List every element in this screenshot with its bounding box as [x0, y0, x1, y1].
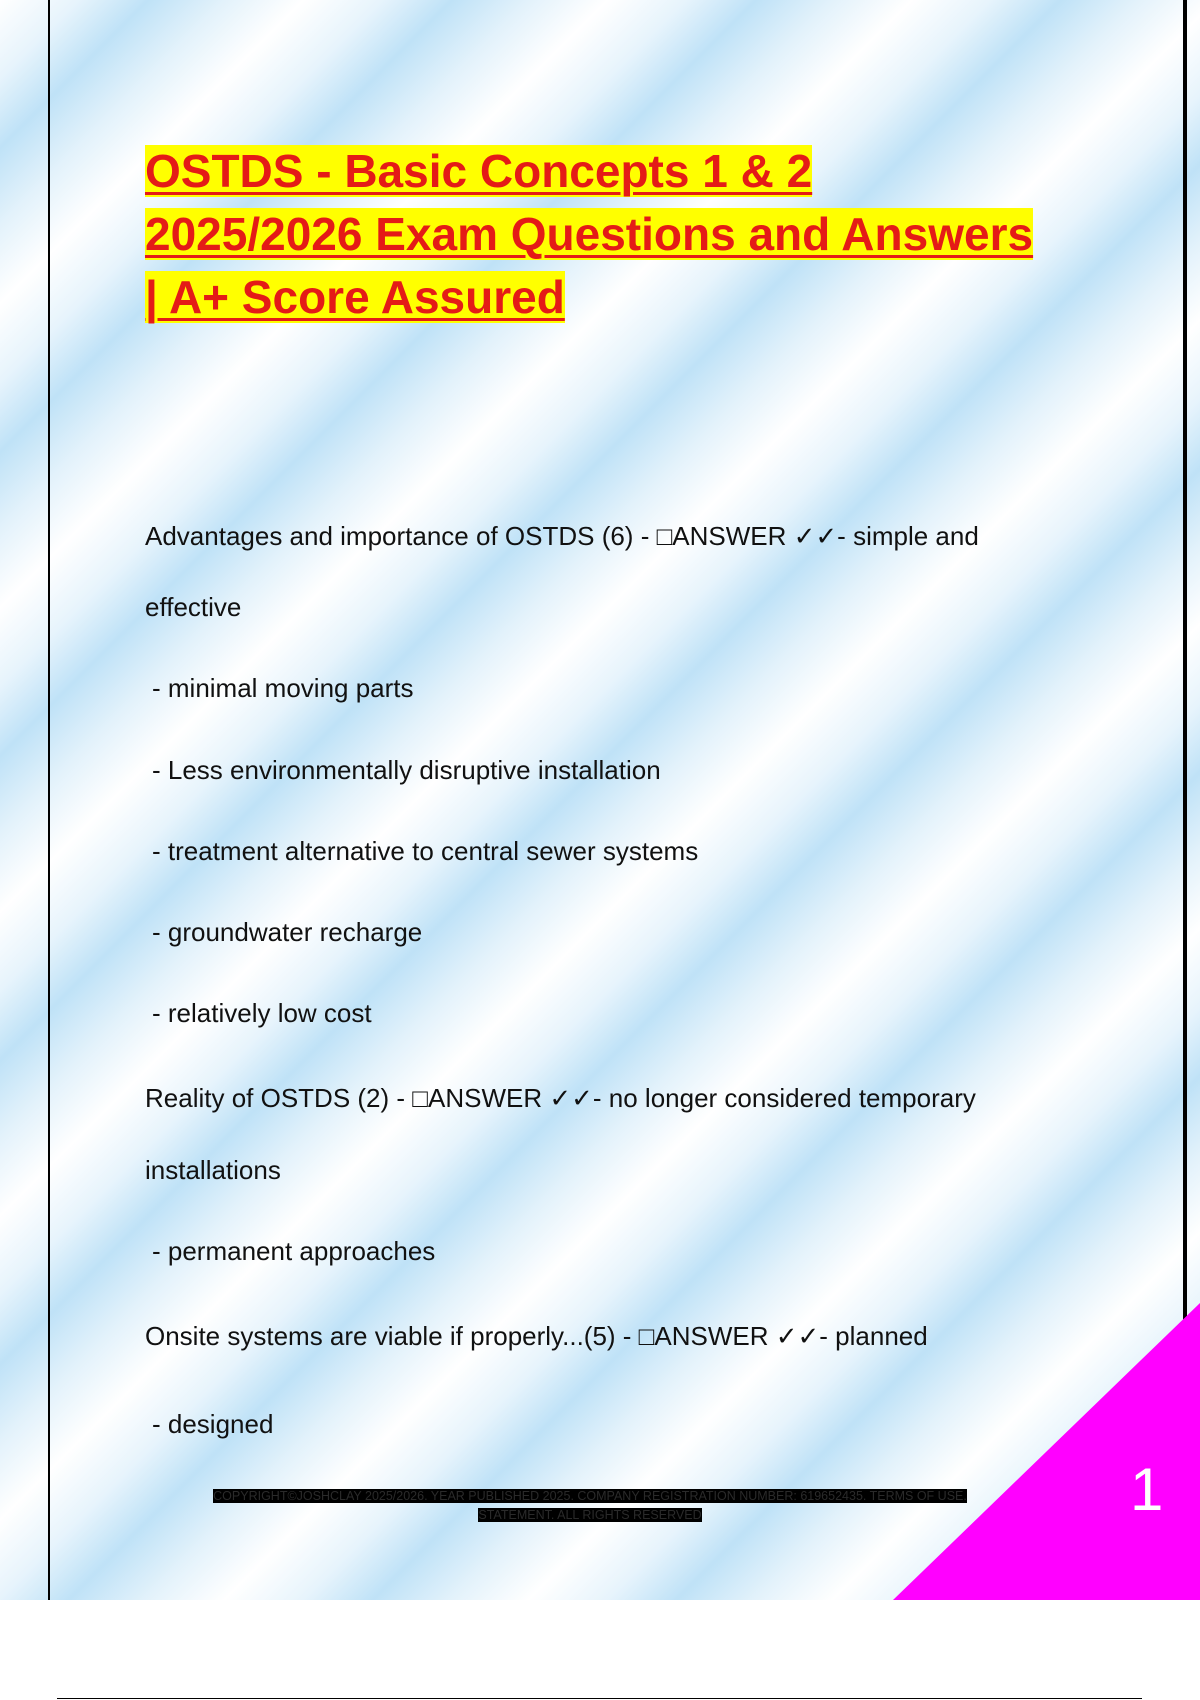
page-corner-triangle: [893, 1303, 1200, 1600]
question-1-text: Advantages and importance of OSTDS (6) - □ANSWER ✓✓- simple and: [145, 521, 979, 551]
copyright-line-2: STATEMENT. ALL RIGHTS RESERVED: [478, 1508, 702, 1522]
copyright-footer: [175, 1487, 1005, 1525]
answer-bullet: - minimal moving parts: [152, 673, 414, 703]
document-title: [145, 140, 1145, 329]
title-line-3: | A+ Score Assured: [145, 271, 565, 323]
title-line-2: 2025/2026 Exam Questions and Answers: [145, 208, 1034, 260]
answer-bullet: - treatment alternative to central sewer systems: [152, 836, 699, 866]
answer-bullet: - groundwater recharge: [152, 917, 423, 947]
title-line-1: OSTDS - Basic Concepts 1 & 2: [145, 145, 813, 197]
bottom-divider: [57, 1698, 1142, 1699]
question-2-continuation: installations: [145, 1155, 281, 1185]
page-number: 1: [1130, 1456, 1164, 1523]
answer-bullet: - designed: [152, 1409, 274, 1439]
copyright-line-1: COPYRIGHT©JOSHCLAY 2025/2026. YEAR PUBLISHED 2025. COMPANY REGISTRATION NUMBER: 619652435. TERMS OF USE.: [213, 1489, 967, 1503]
answer-bullet: - permanent approaches: [152, 1236, 436, 1266]
question-2-text: Reality of OSTDS (2) - □ANSWER ✓✓- no longer considered temporary: [145, 1083, 976, 1113]
page-border-left: [48, 0, 50, 1600]
question-1-continuation: effective: [145, 592, 242, 622]
question-3-text: Onsite systems are viable if properly...(5) - □ANSWER ✓✓- planned: [145, 1321, 928, 1351]
answer-bullet: - relatively low cost: [152, 998, 372, 1028]
answer-bullet: - Less environmentally disruptive installation: [152, 755, 661, 785]
